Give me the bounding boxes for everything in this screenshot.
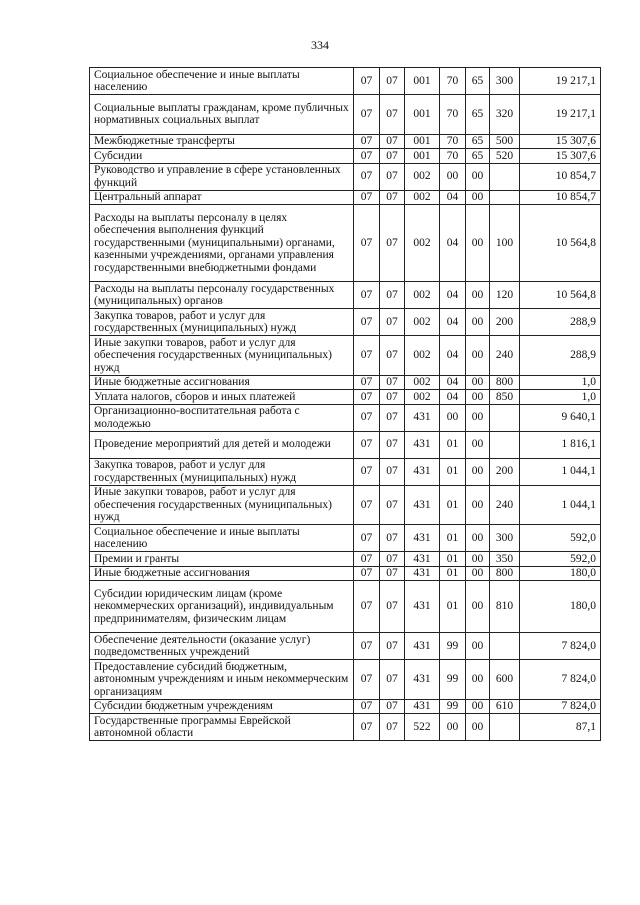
direction-code: 65 <box>466 68 490 95</box>
program-code: 431 <box>405 633 440 660</box>
program-code: 002 <box>405 282 440 309</box>
program-code: 431 <box>405 699 440 714</box>
expense-type-code: 240 <box>490 336 520 376</box>
expense-type-code: 240 <box>490 485 520 525</box>
program-code: 002 <box>405 309 440 336</box>
section-code: 07 <box>354 149 380 164</box>
row-name: Закупка товаров, работ и услуг для государственных (муниципальных) нужд <box>90 309 354 336</box>
row-name: Премии и гранты <box>90 552 354 567</box>
program-code: 002 <box>405 205 440 282</box>
table-row <box>90 404 601 431</box>
direction-code: 00 <box>466 336 490 376</box>
table-row <box>90 485 601 525</box>
subprogram-code: 04 <box>440 375 466 390</box>
program-code: 002 <box>405 190 440 205</box>
amount: 592,0 <box>520 552 601 567</box>
table-row <box>90 309 601 336</box>
subsection-code: 07 <box>380 336 405 376</box>
subsection-code: 07 <box>380 134 405 149</box>
expense-type-code: 100 <box>490 205 520 282</box>
program-code: 522 <box>405 714 440 741</box>
subsection-code: 07 <box>380 95 405 135</box>
amount: 19 217,1 <box>520 68 601 95</box>
program-code: 002 <box>405 163 440 190</box>
subprogram-code: 01 <box>440 566 466 581</box>
expense-type-code <box>490 404 520 431</box>
subsection-code: 07 <box>380 404 405 431</box>
subprogram-code: 00 <box>440 163 466 190</box>
section-code: 07 <box>354 68 380 95</box>
subprogram-code: 70 <box>440 149 466 164</box>
direction-code: 00 <box>466 581 490 633</box>
program-code: 431 <box>405 660 440 700</box>
direction-code: 00 <box>466 404 490 431</box>
section-code: 07 <box>354 660 380 700</box>
section-code: 07 <box>354 699 380 714</box>
table-row <box>90 525 601 552</box>
expense-type-code: 520 <box>490 149 520 164</box>
row-name: Субсидии <box>90 149 354 164</box>
section-code: 07 <box>354 431 380 458</box>
subprogram-code: 01 <box>440 485 466 525</box>
section-code: 07 <box>354 633 380 660</box>
amount: 10 854,7 <box>520 190 601 205</box>
table-row <box>90 714 601 741</box>
subsection-code: 07 <box>380 190 405 205</box>
table-row <box>90 390 601 405</box>
direction-code: 00 <box>466 633 490 660</box>
expense-type-code: 850 <box>490 390 520 405</box>
subsection-code: 07 <box>380 485 405 525</box>
row-name: Государственные программы Еврейской автономной области <box>90 714 354 741</box>
program-code: 002 <box>405 375 440 390</box>
program-code: 001 <box>405 68 440 95</box>
section-code: 07 <box>354 581 380 633</box>
subsection-code: 07 <box>380 633 405 660</box>
section-code: 07 <box>354 566 380 581</box>
row-name: Социальное обеспечение и иные выплаты населению <box>90 525 354 552</box>
row-name: Закупка товаров, работ и услуг для государственных (муниципальных) нужд <box>90 458 354 485</box>
row-name: Руководство и управление в сфере установленных функций <box>90 163 354 190</box>
table-row <box>90 95 601 135</box>
direction-code: 00 <box>466 660 490 700</box>
subsection-code: 07 <box>380 431 405 458</box>
amount: 180,0 <box>520 566 601 581</box>
amount: 15 307,6 <box>520 149 601 164</box>
table-row <box>90 134 601 149</box>
program-code: 431 <box>405 581 440 633</box>
direction-code: 00 <box>466 282 490 309</box>
page-number: 334 <box>311 38 329 52</box>
section-code: 07 <box>354 552 380 567</box>
subprogram-code: 01 <box>440 458 466 485</box>
row-name: Субсидии бюджетным учреждениям <box>90 699 354 714</box>
section-code: 07 <box>354 163 380 190</box>
subsection-code: 07 <box>380 282 405 309</box>
amount: 288,9 <box>520 309 601 336</box>
direction-code: 00 <box>466 699 490 714</box>
program-code: 431 <box>405 485 440 525</box>
section-code: 07 <box>354 190 380 205</box>
subsection-code: 07 <box>380 566 405 581</box>
amount: 1,0 <box>520 390 601 405</box>
amount: 288,9 <box>520 336 601 376</box>
section-code: 07 <box>354 525 380 552</box>
direction-code: 65 <box>466 95 490 135</box>
subsection-code: 07 <box>380 581 405 633</box>
row-name: Социальные выплаты гражданам, кроме публичных нормативных социальных выплат <box>90 95 354 135</box>
expense-type-code: 500 <box>490 134 520 149</box>
direction-code: 65 <box>466 134 490 149</box>
table-row <box>90 458 601 485</box>
subprogram-code: 04 <box>440 390 466 405</box>
program-code: 002 <box>405 390 440 405</box>
table-row <box>90 699 601 714</box>
section-code: 07 <box>354 390 380 405</box>
amount: 1 044,1 <box>520 458 601 485</box>
subsection-code: 07 <box>380 163 405 190</box>
row-name: Предоставление субсидий бюджетным, автономным учреждениям и иным некоммерческим организациям <box>90 660 354 700</box>
table-row <box>90 163 601 190</box>
amount: 1 044,1 <box>520 485 601 525</box>
table-body <box>90 68 601 741</box>
amount: 1,0 <box>520 375 601 390</box>
table-row <box>90 431 601 458</box>
amount: 9 640,1 <box>520 404 601 431</box>
subsection-code: 07 <box>380 149 405 164</box>
expense-type-code <box>490 190 520 205</box>
subsection-code: 07 <box>380 552 405 567</box>
amount: 15 307,6 <box>520 134 601 149</box>
expense-type-code <box>490 163 520 190</box>
expense-type-code <box>490 633 520 660</box>
expense-type-code: 120 <box>490 282 520 309</box>
row-name: Расходы на выплаты персоналу государственных (муниципальных) органов <box>90 282 354 309</box>
amount: 592,0 <box>520 525 601 552</box>
row-name: Иные закупки товаров, работ и услуг для обеспечения государственных (муниципальных) нужд <box>90 336 354 376</box>
program-code: 001 <box>405 134 440 149</box>
table-row <box>90 581 601 633</box>
subsection-code: 07 <box>380 309 405 336</box>
section-code: 07 <box>354 309 380 336</box>
direction-code: 00 <box>466 375 490 390</box>
subprogram-code: 01 <box>440 431 466 458</box>
subsection-code: 07 <box>380 375 405 390</box>
section-code: 07 <box>354 282 380 309</box>
subprogram-code: 99 <box>440 660 466 700</box>
table-row <box>90 282 601 309</box>
direction-code: 00 <box>466 458 490 485</box>
table-row <box>90 375 601 390</box>
amount: 7 824,0 <box>520 699 601 714</box>
expense-type-code: 350 <box>490 552 520 567</box>
amount: 10 564,8 <box>520 205 601 282</box>
row-name: Организационно-воспитательная работа с молодежью <box>90 404 354 431</box>
program-code: 431 <box>405 431 440 458</box>
subsection-code: 07 <box>380 205 405 282</box>
expense-type-code: 300 <box>490 525 520 552</box>
budget-table <box>89 67 601 741</box>
amount: 10 564,8 <box>520 282 601 309</box>
subprogram-code: 01 <box>440 525 466 552</box>
subprogram-code: 70 <box>440 95 466 135</box>
subsection-code: 07 <box>380 525 405 552</box>
section-code: 07 <box>354 205 380 282</box>
program-code: 431 <box>405 566 440 581</box>
section-code: 07 <box>354 134 380 149</box>
table-row <box>90 336 601 376</box>
direction-code: 00 <box>466 714 490 741</box>
expense-type-code: 610 <box>490 699 520 714</box>
expense-type-code: 810 <box>490 581 520 633</box>
expense-type-code: 200 <box>490 458 520 485</box>
row-name: Центральный аппарат <box>90 190 354 205</box>
direction-code: 00 <box>466 390 490 405</box>
direction-code: 65 <box>466 149 490 164</box>
expense-type-code <box>490 714 520 741</box>
program-code: 431 <box>405 525 440 552</box>
subprogram-code: 01 <box>440 552 466 567</box>
subprogram-code: 00 <box>440 404 466 431</box>
amount: 19 217,1 <box>520 95 601 135</box>
row-name: Иные закупки товаров, работ и услуг для обеспечения государственных (муниципальных) нужд <box>90 485 354 525</box>
direction-code: 00 <box>466 525 490 552</box>
row-name: Иные бюджетные ассигнования <box>90 375 354 390</box>
expense-type-code: 800 <box>490 375 520 390</box>
row-name: Субсидии юридическим лицам (кроме некоммерческих организаций), индивидуальным предпринимателям, физическим лицам <box>90 581 354 633</box>
row-name: Проведение мероприятий для детей и молодежи <box>90 431 354 458</box>
table-row <box>90 566 601 581</box>
direction-code: 00 <box>466 205 490 282</box>
subsection-code: 07 <box>380 660 405 700</box>
expense-type-code: 200 <box>490 309 520 336</box>
subsection-code: 07 <box>380 390 405 405</box>
row-name: Уплата налогов, сборов и иных платежей <box>90 390 354 405</box>
direction-code: 00 <box>466 431 490 458</box>
section-code: 07 <box>354 95 380 135</box>
subprogram-code: 04 <box>440 205 466 282</box>
subprogram-code: 99 <box>440 699 466 714</box>
section-code: 07 <box>354 485 380 525</box>
subsection-code: 07 <box>380 714 405 741</box>
row-name: Иные бюджетные ассигнования <box>90 566 354 581</box>
table-row <box>90 149 601 164</box>
expense-type-code: 320 <box>490 95 520 135</box>
subprogram-code: 70 <box>440 134 466 149</box>
amount: 87,1 <box>520 714 601 741</box>
subprogram-code: 99 <box>440 633 466 660</box>
subprogram-code: 04 <box>440 309 466 336</box>
expense-type-code: 600 <box>490 660 520 700</box>
section-code: 07 <box>354 336 380 376</box>
program-code: 431 <box>405 458 440 485</box>
subprogram-code: 00 <box>440 714 466 741</box>
expense-type-code <box>490 431 520 458</box>
program-code: 001 <box>405 95 440 135</box>
program-code: 431 <box>405 404 440 431</box>
subprogram-code: 04 <box>440 336 466 376</box>
table-row <box>90 68 601 95</box>
program-code: 002 <box>405 336 440 376</box>
direction-code: 00 <box>466 485 490 525</box>
table-row <box>90 633 601 660</box>
subsection-code: 07 <box>380 699 405 714</box>
amount: 180,0 <box>520 581 601 633</box>
table-row <box>90 660 601 700</box>
table-row <box>90 190 601 205</box>
subprogram-code: 70 <box>440 68 466 95</box>
section-code: 07 <box>354 375 380 390</box>
row-name: Обеспечение деятельности (оказание услуг) подведомственных учреждений <box>90 633 354 660</box>
direction-code: 00 <box>466 552 490 567</box>
program-code: 431 <box>405 552 440 567</box>
section-code: 07 <box>354 404 380 431</box>
expense-type-code: 800 <box>490 566 520 581</box>
direction-code: 00 <box>466 163 490 190</box>
direction-code: 00 <box>466 309 490 336</box>
table-row <box>90 552 601 567</box>
subprogram-code: 01 <box>440 581 466 633</box>
amount: 7 824,0 <box>520 660 601 700</box>
direction-code: 00 <box>466 190 490 205</box>
subsection-code: 07 <box>380 68 405 95</box>
subprogram-code: 04 <box>440 282 466 309</box>
section-code: 07 <box>354 714 380 741</box>
expense-type-code: 300 <box>490 68 520 95</box>
table-row <box>90 205 601 282</box>
subprogram-code: 04 <box>440 190 466 205</box>
amount: 7 824,0 <box>520 633 601 660</box>
row-name: Расходы на выплаты персоналу в целях обеспечения выполнения функций государственными (муниципальными) органами, казенными учреждениями, органами управления государственными внебюджетными фондами <box>90 205 354 282</box>
amount: 1 816,1 <box>520 431 601 458</box>
section-code: 07 <box>354 458 380 485</box>
row-name: Межбюджетные трансферты <box>90 134 354 149</box>
subsection-code: 07 <box>380 458 405 485</box>
row-name: Социальное обеспечение и иные выплаты населению <box>90 68 354 95</box>
direction-code: 00 <box>466 566 490 581</box>
amount: 10 854,7 <box>520 163 601 190</box>
program-code: 001 <box>405 149 440 164</box>
